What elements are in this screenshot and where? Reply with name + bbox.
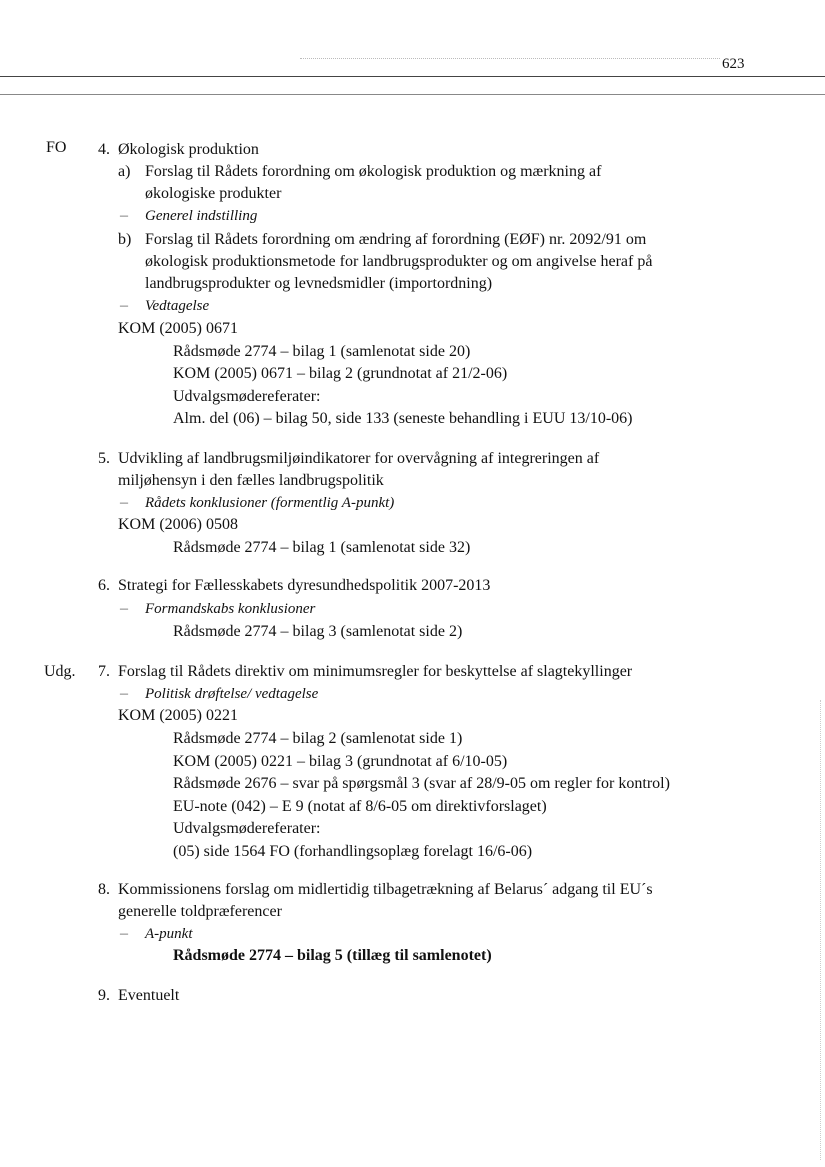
scan-edge <box>820 700 821 1160</box>
item-title: Udvikling af landbrugsmiljøindikatorer for overvågning af integreringen af <box>118 450 600 467</box>
document-line: Alm. del (06) – bilag 50, side 133 (seneste behandling i EUU 13/10-06) <box>173 410 633 427</box>
page-number: 623 <box>722 56 745 72</box>
document-line: KOM (2005) 0221 – bilag 3 (grundnotat af 6/10-05) <box>173 753 508 770</box>
status-text: Rådets konklusioner (formentlig A-punkt) <box>145 495 395 511</box>
sub-item-label: b) <box>118 231 132 248</box>
item-title: Forslag til Rådets direktiv om minimumsregler for beskyttelse af slagtekyllinger <box>118 663 633 680</box>
sub-item-label: a) <box>118 163 131 180</box>
item-number: 6. <box>98 577 110 594</box>
document-line: Rådsmøde 2774 – bilag 1 (samlenotat side 32) <box>173 539 471 556</box>
status-text: Generel indstilling <box>145 208 258 224</box>
item-title: miljøhensyn i den fælles landbrugspolitik <box>118 472 384 489</box>
status-dash: – <box>120 685 128 702</box>
sub-item-text: Forslag til Rådets forordning om ændring af forordning (EØF) nr. 2092/91 om <box>145 231 647 248</box>
document-line: Rådsmøde 2774 – bilag 5 (tillæg til samlenotet) <box>173 947 492 964</box>
status-dash: – <box>120 925 128 942</box>
status-text: Vedtagelse <box>145 298 210 314</box>
header-rule-top <box>0 76 825 77</box>
document-line: Rådsmøde 2676 – svar på spørgsmål 3 (svar af 28/9-05 om regler for kontrol) <box>173 775 670 792</box>
item-number: 8. <box>98 881 110 898</box>
item-number: 5. <box>98 450 110 467</box>
item-number: 9. <box>98 987 110 1004</box>
item-number: 7. <box>98 663 110 680</box>
item-title: Strategi for Fællesskabets dyresundhedspolitik 2007-2013 <box>118 577 491 594</box>
document-line: KOM (2005) 0671 – bilag 2 (grundnotat af 21/2-06) <box>173 365 508 382</box>
document-line: Rådsmøde 2774 – bilag 1 (samlenotat side 20) <box>173 343 471 360</box>
header-dotted-rule <box>300 58 720 59</box>
document-line: (05) side 1564 FO (forhandlingsoplæg forelagt 16/6-06) <box>173 843 533 860</box>
status-text: A-punkt <box>145 926 193 942</box>
sub-item-text: Forslag til Rådets forordning om økologisk produktion og mærkning af <box>145 163 602 180</box>
item-title: generelle toldpræferencer <box>118 903 282 920</box>
status-dash: – <box>120 207 128 224</box>
document-line: Udvalgsmødereferater: <box>173 388 321 405</box>
document-line: Rådsmøde 2774 – bilag 2 (samlenotat side 1) <box>173 730 463 747</box>
item-marker: FO <box>46 139 67 156</box>
reference: KOM (2005) 0671 <box>118 320 238 337</box>
status-text: Formandskabs konklusioner <box>145 601 316 617</box>
reference: KOM (2006) 0508 <box>118 516 238 533</box>
document-line: Rådsmøde 2774 – bilag 3 (samlenotat side 2) <box>173 623 463 640</box>
status-dash: – <box>120 600 128 617</box>
document-line: Udvalgsmødereferater: <box>173 820 321 837</box>
sub-item-text: økologiske produkter <box>145 185 282 202</box>
header-rule-bottom <box>0 94 825 95</box>
sub-item-text: landbrugsprodukter og levnedsmidler (importordning) <box>145 275 493 292</box>
item-title: Økologisk produktion <box>118 141 259 158</box>
document-line: EU-note (042) – E 9 (notat af 8/6-05 om direktivforslaget) <box>173 798 547 815</box>
status-dash: – <box>120 494 128 511</box>
item-number: 4. <box>98 141 110 158</box>
item-title: Kommissionens forslag om midlertidig tilbagetrækning af Belarus´ adgang til EU´s <box>118 881 653 898</box>
sub-item-text: økologisk produktionsmetode for landbrugsprodukter og om angivelse heraf på <box>145 253 653 270</box>
status-dash: – <box>120 297 128 314</box>
reference: KOM (2005) 0221 <box>118 707 238 724</box>
status-text: Politisk drøftelse/ vedtagelse <box>145 686 319 702</box>
item-title: Eventuelt <box>118 987 180 1004</box>
item-marker: Udg. <box>44 663 76 680</box>
